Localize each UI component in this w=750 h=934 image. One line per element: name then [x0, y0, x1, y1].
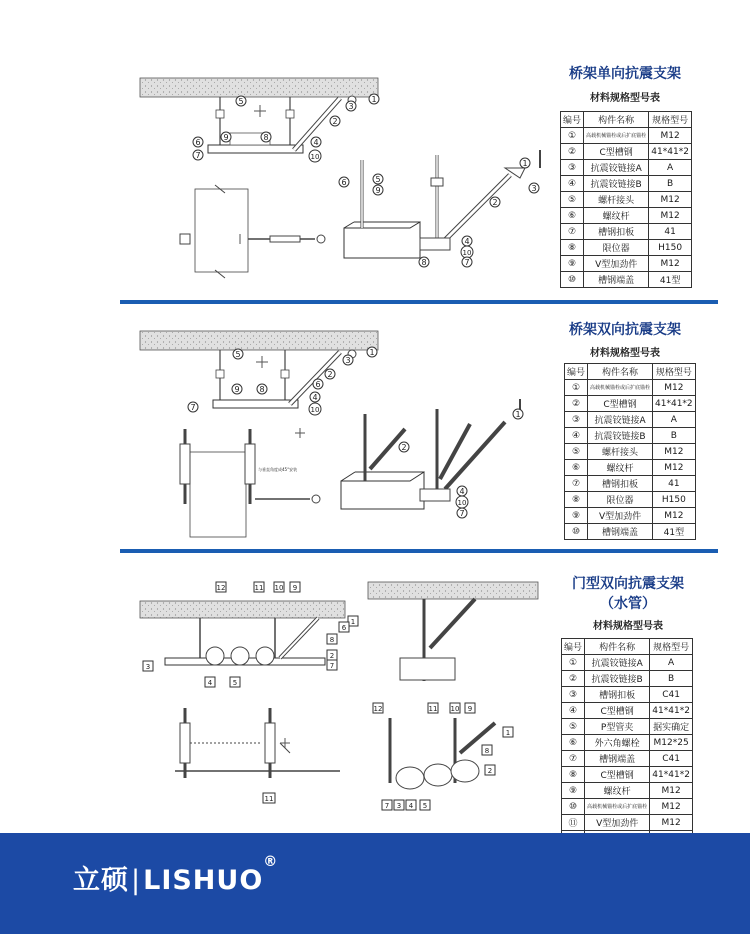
iso-callout-3: 3 [531, 184, 537, 193]
row-name: V型加劲件 [585, 815, 650, 831]
table-row [565, 444, 696, 460]
row-spec: M12 [649, 208, 692, 224]
row-name: 螺纹杆 [588, 460, 653, 476]
callout-4: 4 [312, 393, 318, 402]
iso-callout-7: 7 [384, 802, 390, 810]
iso-callout-8: 8 [484, 747, 490, 755]
table-subtitle: 材料规格型号表 [590, 93, 660, 104]
table-row [561, 272, 692, 288]
iso-callout-6: 6 [341, 178, 347, 187]
brand-separator: | [131, 865, 142, 896]
row-number: ③ [562, 687, 585, 703]
row-number: ① [561, 128, 584, 144]
table-row [565, 412, 696, 428]
table-row [565, 476, 696, 492]
callout-11: 11 [254, 584, 264, 592]
section-gate-double [0, 553, 750, 833]
row-number: ② [561, 144, 584, 160]
row-number: ⑧ [565, 492, 588, 508]
row-spec: M12 [653, 444, 696, 460]
row-name: 螺杆接头 [584, 192, 649, 208]
callout-6: 6 [315, 380, 321, 389]
table-row [565, 524, 696, 540]
col-header: 构件名称 [588, 364, 653, 380]
iso-callout-9: 9 [375, 186, 381, 195]
callout-9: 9 [292, 584, 298, 592]
row-name: V型加劲件 [584, 256, 649, 272]
row-spec: B [650, 671, 693, 687]
row-spec: 41 [653, 476, 696, 492]
row-spec: M12 [653, 508, 696, 524]
row-number: ② [565, 396, 588, 412]
row-name: 限位器 [584, 240, 649, 256]
col-header: 规格型号 [649, 112, 692, 128]
row-spec: M12 [650, 783, 693, 799]
row-spec: M12 [649, 256, 692, 272]
section-title: 桥架单向抗震支架 [569, 66, 681, 82]
iso-callout-1: 1 [522, 159, 528, 168]
table-row [562, 799, 693, 815]
table-row [562, 655, 693, 671]
iso-callout-2: 2 [492, 198, 498, 207]
row-spec: A [653, 412, 696, 428]
row-spec: M12 [650, 799, 693, 815]
row-name: C型槽钢 [585, 703, 650, 719]
row-spec: M12*25 [650, 735, 693, 751]
row-spec: 41*41*2 [650, 767, 693, 783]
row-name: 高载机械锚栓或后扩底锚栓 [585, 799, 650, 815]
iso-callout-10: 10 [457, 499, 467, 507]
row-name: C型槽钢 [584, 144, 649, 160]
row-number: ⑦ [565, 476, 588, 492]
table-row [562, 767, 693, 783]
row-number: ⑦ [561, 224, 584, 240]
row-number: ⑤ [562, 719, 585, 735]
callout-1: 1 [369, 348, 375, 357]
table-row [562, 815, 693, 831]
table-row [561, 128, 692, 144]
callout-2: 2 [332, 117, 338, 126]
row-number: ⑨ [562, 783, 585, 799]
row-spec: A [649, 160, 692, 176]
row-name: 外六角螺栓 [585, 735, 650, 751]
install-note: 与垂直角度成45°安装 [258, 467, 298, 472]
callout-5: 5 [235, 350, 241, 359]
row-name: 高载机械锚栓或后扩底锚栓 [588, 380, 653, 396]
iso-callout-11: 11 [428, 705, 438, 713]
col-header: 编号 [561, 112, 584, 128]
row-name: P型管夹 [585, 719, 650, 735]
iso-callout-3: 3 [396, 802, 402, 810]
row-name: 槽钢端盖 [584, 272, 649, 288]
table-row [561, 192, 692, 208]
concrete-slab [140, 601, 345, 618]
iso-callout-10: 10 [462, 249, 472, 257]
callout-12: 12 [216, 584, 226, 592]
row-spec: H150 [653, 492, 696, 508]
row-spec: M12 [649, 192, 692, 208]
row-number: ⑧ [561, 240, 584, 256]
concrete-slab [140, 331, 378, 350]
table-row [562, 719, 693, 735]
brand-en: LISHUO [143, 865, 264, 896]
callout-4: 4 [313, 138, 319, 147]
callout-6: 6 [195, 138, 201, 147]
table-subtitle: 材料规格型号表 [590, 348, 660, 359]
table-row [565, 460, 696, 476]
row-number: ⑧ [562, 767, 585, 783]
wall [195, 189, 248, 272]
iso-callout-9: 9 [467, 705, 473, 713]
table-row [561, 160, 692, 176]
callout-3: 3 [145, 663, 151, 671]
row-name: 高载机械锚栓或后扩底锚栓 [584, 128, 649, 144]
col-header: 编号 [562, 639, 585, 655]
row-number: ⑩ [562, 799, 585, 815]
iso-callout-4: 4 [464, 237, 470, 246]
table-row [562, 735, 693, 751]
iso-callout-12: 12 [373, 705, 383, 713]
table-row [565, 508, 696, 524]
row-number: ⑨ [561, 256, 584, 272]
callout-8: 8 [329, 636, 335, 644]
callout-1: 1 [350, 618, 356, 626]
row-spec: 41*41*2 [649, 144, 692, 160]
row-number: ⑦ [562, 751, 585, 767]
concrete-slab [140, 78, 378, 97]
col-header: 构件名称 [584, 112, 649, 128]
table-row [565, 492, 696, 508]
row-spec: 41*41*2 [653, 396, 696, 412]
row-number: ⑥ [562, 735, 585, 751]
row-name: C型槽钢 [585, 767, 650, 783]
section-bridge-double [0, 304, 750, 549]
row-spec: H150 [649, 240, 692, 256]
callout-3: 3 [348, 102, 354, 111]
table-row [561, 208, 692, 224]
callout-10: 10 [274, 584, 284, 592]
row-name: V型加劲件 [588, 508, 653, 524]
row-spec: B [649, 176, 692, 192]
callout-3: 3 [345, 356, 351, 365]
table-row [562, 751, 693, 767]
col-header: 编号 [565, 364, 588, 380]
callout-7: 7 [329, 662, 335, 670]
row-number: ① [565, 380, 588, 396]
col-header: 构件名称 [585, 639, 650, 655]
row-spec: M12 [650, 815, 693, 831]
row-name: 抗震铰链接A [584, 160, 649, 176]
row-spec: 41*41*2 [650, 703, 693, 719]
iso-callout-5: 5 [375, 175, 381, 184]
row-name: 抗震铰链接B [588, 428, 653, 444]
row-name: 槽钢扣板 [584, 224, 649, 240]
row-number: ③ [561, 160, 584, 176]
row-spec: B [653, 428, 696, 444]
callout-7: 7 [190, 403, 196, 412]
iso-callout-2: 2 [401, 443, 407, 452]
row-spec: M12 [653, 460, 696, 476]
row-number: ⑨ [565, 508, 588, 524]
table-row [561, 176, 692, 192]
row-name: 限位器 [588, 492, 653, 508]
row-name: C型槽钢 [588, 396, 653, 412]
callout-10: 10 [310, 153, 320, 161]
section-title: 门型双向抗震支架 [572, 576, 684, 592]
row-number: ④ [565, 428, 588, 444]
iso-callout-1: 1 [505, 729, 511, 737]
iso-callout-7: 7 [459, 509, 465, 518]
iso-callout-4: 4 [408, 802, 414, 810]
registered-mark: ® [263, 854, 279, 870]
row-spec: C41 [650, 751, 693, 767]
row-spec: C41 [650, 687, 693, 703]
table-row [565, 428, 696, 444]
row-name: 抗震铰链接B [585, 671, 650, 687]
brand-cn: 立硕 [73, 865, 129, 896]
callout-8: 8 [259, 385, 265, 394]
wall [190, 452, 246, 537]
callout-5: 5 [232, 679, 238, 687]
col-header: 规格型号 [650, 639, 693, 655]
row-spec: M12 [653, 380, 696, 396]
row-spec: 据实确定 [650, 719, 693, 735]
row-spec: 41型 [649, 272, 692, 288]
callout-4: 4 [207, 679, 213, 687]
callout-9: 9 [223, 133, 229, 142]
callout-2: 2 [329, 652, 335, 660]
callout-10: 10 [310, 406, 320, 414]
callout-7: 7 [195, 151, 201, 160]
row-spec: 41型 [653, 524, 696, 540]
row-number: ④ [562, 703, 585, 719]
row-spec: A [650, 655, 693, 671]
table-row [561, 224, 692, 240]
row-name: 槽钢扣板 [585, 687, 650, 703]
iso-callout-8: 8 [421, 258, 427, 267]
row-spec: 41 [649, 224, 692, 240]
table-subtitle: 材料规格型号表 [593, 621, 663, 632]
callout-5: 5 [238, 97, 244, 106]
section-title: 桥架双向抗震支架 [569, 322, 681, 338]
row-name: 槽钢端盖 [588, 524, 653, 540]
table-row [565, 396, 696, 412]
row-name: 抗震铰链接A [585, 655, 650, 671]
row-name: 螺纹杆 [584, 208, 649, 224]
iso-callout-4: 4 [459, 487, 465, 496]
iso-callout-2: 2 [487, 767, 493, 775]
spec-table [560, 111, 692, 288]
row-number: ⑩ [565, 524, 588, 540]
iso-callout-1: 1 [515, 410, 521, 419]
table-row [561, 240, 692, 256]
callout-8: 8 [263, 133, 269, 142]
callout-6: 6 [341, 624, 347, 632]
table-row [562, 783, 693, 799]
row-number: ⑥ [565, 460, 588, 476]
iso-callout-5: 5 [422, 802, 428, 810]
row-spec: M12 [649, 128, 692, 144]
table-row [561, 256, 692, 272]
row-name: 抗震铰链接A [588, 412, 653, 428]
section-title-sub: （水管） [600, 596, 656, 612]
row-number: ⑩ [561, 272, 584, 288]
section-bridge-single [0, 0, 750, 300]
row-number: ② [562, 671, 585, 687]
row-number: ⑤ [565, 444, 588, 460]
row-number: ④ [561, 176, 584, 192]
table-row [562, 671, 693, 687]
iso-callout-10: 10 [450, 705, 460, 713]
table-row [561, 144, 692, 160]
brand-logo [73, 854, 279, 897]
row-name: 抗震铰链接B [584, 176, 649, 192]
row-number: ⑤ [561, 192, 584, 208]
table-row [565, 380, 696, 396]
callout-11-bottom: 11 [264, 795, 274, 803]
row-number: ⑪ [562, 815, 585, 831]
callout-2: 2 [327, 370, 333, 379]
row-name: 螺纹杆 [585, 783, 650, 799]
row-number: ⑥ [561, 208, 584, 224]
col-header: 规格型号 [653, 364, 696, 380]
row-number: ① [562, 655, 585, 671]
callout-9: 9 [234, 385, 240, 394]
spec-table [561, 638, 693, 847]
iso-callout-7: 7 [464, 258, 470, 267]
spec-table [564, 363, 696, 540]
callout-1: 1 [371, 95, 377, 104]
row-number: ③ [565, 412, 588, 428]
table-row [562, 703, 693, 719]
table-row [562, 687, 693, 703]
row-name: 槽钢扣板 [588, 476, 653, 492]
row-name: 槽钢端盖 [585, 751, 650, 767]
row-name: 螺杆接头 [588, 444, 653, 460]
